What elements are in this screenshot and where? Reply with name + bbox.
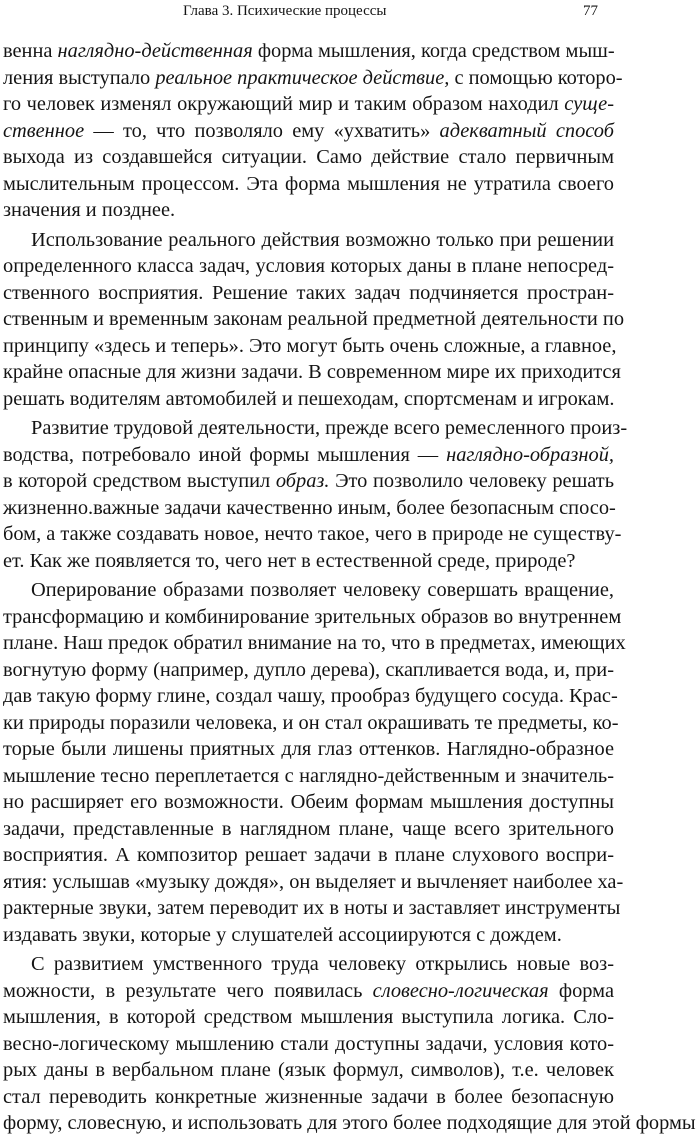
text-segment: Это позволило человеку решать <box>329 470 614 492</box>
text-line: Развитие трудовой деятельности, прежде всего ремесленного произ- <box>31 417 628 439</box>
text-line <box>3 38 614 65</box>
text-segment: форма <box>548 979 614 1002</box>
text-line <box>3 978 614 1005</box>
text-segment: можности, в результате чего появилась <box>3 979 373 1002</box>
text-line: издавать звуки, которые у слушателей ассоциируются с дождем. <box>3 923 562 946</box>
text-line: выхода из создавшейся ситуации. Само действие стало первичным <box>3 146 614 168</box>
italic-term: адекватный способ <box>439 119 614 142</box>
running-header <box>0 0 620 30</box>
text-line: ет. Как же появляется то, чего нет в естественной среде, природе? <box>3 549 576 572</box>
text-line: крайне опасные для жизни задачи. В современном мире их приходится <box>3 361 621 383</box>
text-line: плане. Наш предок обратил внимание на то, что в предметах, имеющих <box>3 632 626 654</box>
body-text <box>3 38 696 1137</box>
text-line <box>3 65 623 92</box>
text-line: вогнутую форму (например, дупло дерева), скапливается вода, и, при- <box>3 658 614 681</box>
text-line: бом, а также создавать новое, нечто такое, чего в природе не существу- <box>3 523 622 545</box>
paragraph-3 <box>3 415 628 574</box>
text-line <box>3 91 614 118</box>
text-line: задачи, представленные в наглядном плане, чаще всего зрительного <box>3 817 614 840</box>
running-title: Глава 3. Психические процессы <box>183 3 387 19</box>
text-line: форму, словесную, и использовать для этого более подходящие для этой формы <box>3 1112 696 1134</box>
text-segment: форма мышления, когда средством мыш- <box>252 40 615 62</box>
text-line: определенного класса задач, условия которых даны в плане непосред- <box>3 255 614 277</box>
text-line: ственным и временным законам реальной предметной деятельности по <box>3 308 625 330</box>
text-line: Использование реального действия возможно только при решении <box>31 228 614 251</box>
text-line: стал переводить конкретные жизненные задачи в более безопасную <box>3 1085 614 1108</box>
text-line: трансформацию и комбинирование зрительных образов во внутреннем <box>3 605 622 628</box>
paragraph-2 <box>3 227 625 413</box>
text-line: ки природы поразили человека, и он стал окрашивать те предметы, ко- <box>3 711 619 734</box>
text-segment: в которой средством выступил <box>3 470 276 492</box>
text-line: значения и позднее. <box>3 199 176 221</box>
text-line: торые были лишены приятных для глаз оттенков. Наглядно-образное <box>3 738 614 760</box>
text-line <box>3 468 614 495</box>
text-line <box>3 118 614 145</box>
text-line: ственного восприятия. Решение таких задач подчиняется простран- <box>3 281 614 304</box>
italic-term: наглядно-действенная <box>57 40 253 62</box>
text-line: жизненно.важные задачи качественно иным, более безопасным спосо- <box>3 496 616 519</box>
text-segment: го человек изменял окружающий мир и таким образом находил <box>3 93 565 115</box>
italic-term: ственное <box>3 119 85 142</box>
text-segment: ления выступало <box>3 66 156 89</box>
page-number: 77 <box>583 3 598 19</box>
text-line: но расширяет его возможности. Обеим формам мышления доступны <box>3 791 614 813</box>
text-segment: с помощью которо- <box>449 66 623 89</box>
text-line: мыслительным процессом. Эта форма мышления не утратила своего <box>3 172 614 195</box>
text-line: ятия: услышав «музыку дождя», он выделяет и вычленяет наиболее ха- <box>3 870 624 893</box>
text-line: мышления, в которой средством мышления выступила логика. Сло- <box>3 1006 614 1028</box>
text-line: принципу «здесь и теперь». Это могут быть очень сложные, а главное, <box>3 334 617 357</box>
text-segment: — то, что позволяло ему «ухватить» <box>84 119 440 142</box>
paragraph-1 <box>3 38 623 224</box>
paragraph-4 <box>3 577 626 948</box>
text-line: мышление тесно переплетается с наглядно-действенным и значитель- <box>3 764 614 787</box>
italic-term: образ. <box>275 470 330 492</box>
text-line: восприятия. А композитор решает задачи в плане слухового воспри- <box>3 844 614 866</box>
text-segment: венна <box>3 40 58 62</box>
italic-term: реальное практическое действие, <box>155 66 450 89</box>
paragraph-5 <box>3 951 696 1137</box>
text-line: рактерные звуки, затем переводит их в ноты и заставляет инструменты <box>3 897 621 919</box>
italic-term: суще- <box>564 93 614 115</box>
text-line: Оперирование образами позволяет человеку совершать вращение, <box>31 579 614 601</box>
text-segment: водства, потребовало иной формы мышления — <box>3 443 447 466</box>
text-line: С развитием умственного труда человеку открылись новые воз- <box>31 953 614 975</box>
text-line: весно-логическому мышлению стали доступны задачи, условия кото- <box>3 1032 614 1055</box>
text-line: решать водителям автомобилей и пешеходам, спортсменам и игрокам. <box>3 387 615 410</box>
italic-term: наглядно-образной, <box>446 443 614 466</box>
italic-term: словесно-логическая <box>372 979 549 1002</box>
text-line: дав такую форму глине, создал чашу, прообраз будущего сосуда. Крас- <box>3 685 618 707</box>
text-line <box>3 442 614 469</box>
text-line: рых даны в вербальном плане (язык формул, символов), т.е. человек <box>3 1059 614 1081</box>
